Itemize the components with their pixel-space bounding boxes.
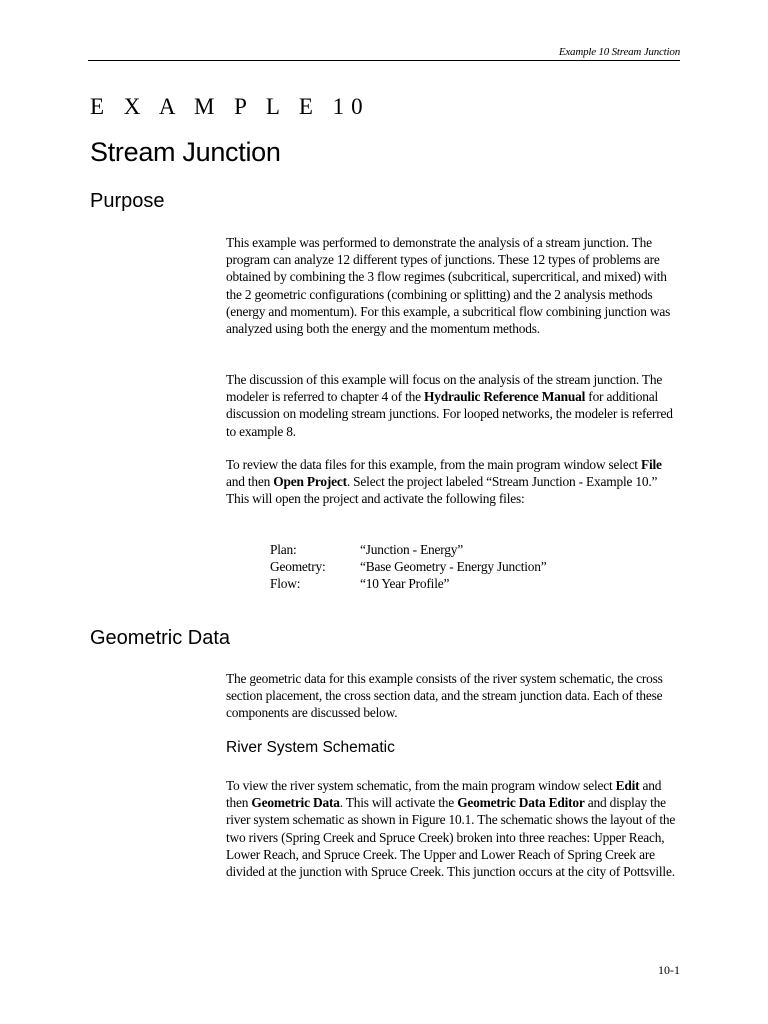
bold-text: Open Project (273, 474, 347, 490)
text-run: and then (226, 474, 274, 490)
file-value: “Base Geometry - Energy Junction” (360, 559, 547, 575)
file-value: “10 Year Profile” (360, 576, 450, 592)
file-row-geometry (270, 558, 547, 575)
text-run: To view the river system schematic, from the main program window select (226, 778, 616, 793)
page-number: 10-1 (658, 963, 680, 977)
text-run: and display the river system schematic as shown in Figure 10.1. The schematic shows the layout of the two rivers (Spring Creek and Spruce Creek) broken into three reaches: Upper Reach, Lower Reach, and Spruce Creek. The Upper and Lower Reach of Spring Creek are divided at the junction with Spruce Creek. This junction occurs at the city of Pottsville. (226, 795, 676, 880)
chapter-label: E X A M P L E 10 (90, 94, 370, 119)
file-value: “Junction - Energy” (360, 542, 464, 557)
bold-text: File (640, 457, 662, 472)
text-run: . Select the project labeled “Stream Junction - Example 10.” This will open the project and activate the following files: (226, 474, 658, 507)
schematic-paragraph (226, 777, 680, 880)
file-row-flow (270, 575, 547, 592)
text-run: . This will activate the (339, 795, 458, 811)
bold-text: Geometric Data Editor (457, 795, 585, 811)
purpose-heading: Purpose (90, 190, 165, 212)
purpose-paragraph-3 (226, 456, 680, 508)
file-label: Geometry: (270, 559, 326, 575)
file-row-plan (270, 541, 547, 558)
bold-text: Edit (615, 778, 640, 793)
chapter-title: Stream Junction (90, 137, 281, 167)
bold-text: Hydraulic Reference Manual (423, 389, 586, 405)
file-label: Plan: (270, 542, 297, 557)
text-run: and then (226, 778, 662, 811)
running-head: Example 10 Stream Junction (558, 46, 680, 58)
purpose-paragraph-1: This example was performed to demonstrate the analysis of a stream junction. The program can analyze 12 different types of junctions. These 12 types of problems are obtained by combining the 3 flow regimes (subcritical, supercritical, and mixed) with the 2 geometric configurations (combining or splitting) and the 2 analysis methods (energy and momentum). For this example, a subcritical flow combining junction was analyzed using both the energy and the momentum methods. (226, 235, 671, 337)
text-run: To review the data files for this example, from the main program window select (226, 457, 641, 472)
river-system-schematic-heading: River System Schematic (226, 739, 395, 756)
geometric-data-heading: Geometric Data (90, 627, 231, 649)
file-list (270, 541, 547, 593)
text-run: for additional discussion on modeling stream junctions. For looped networks, the modeler is referred to example 8. (226, 389, 673, 439)
header-rule (88, 60, 680, 61)
purpose-paragraph-2 (226, 371, 680, 440)
text-run: The discussion of this example will focus on the analysis of the stream junction. The modeler is referred to chapter 4 of the (226, 372, 663, 405)
file-label: Flow: (270, 576, 301, 592)
bold-text: Geometric Data (251, 795, 340, 811)
geometric-data-paragraph: The geometric data for this example consists of the river system schematic, the cross section placement, the cross section data, and the stream junction data. Each of these components are discussed below. (226, 671, 663, 721)
